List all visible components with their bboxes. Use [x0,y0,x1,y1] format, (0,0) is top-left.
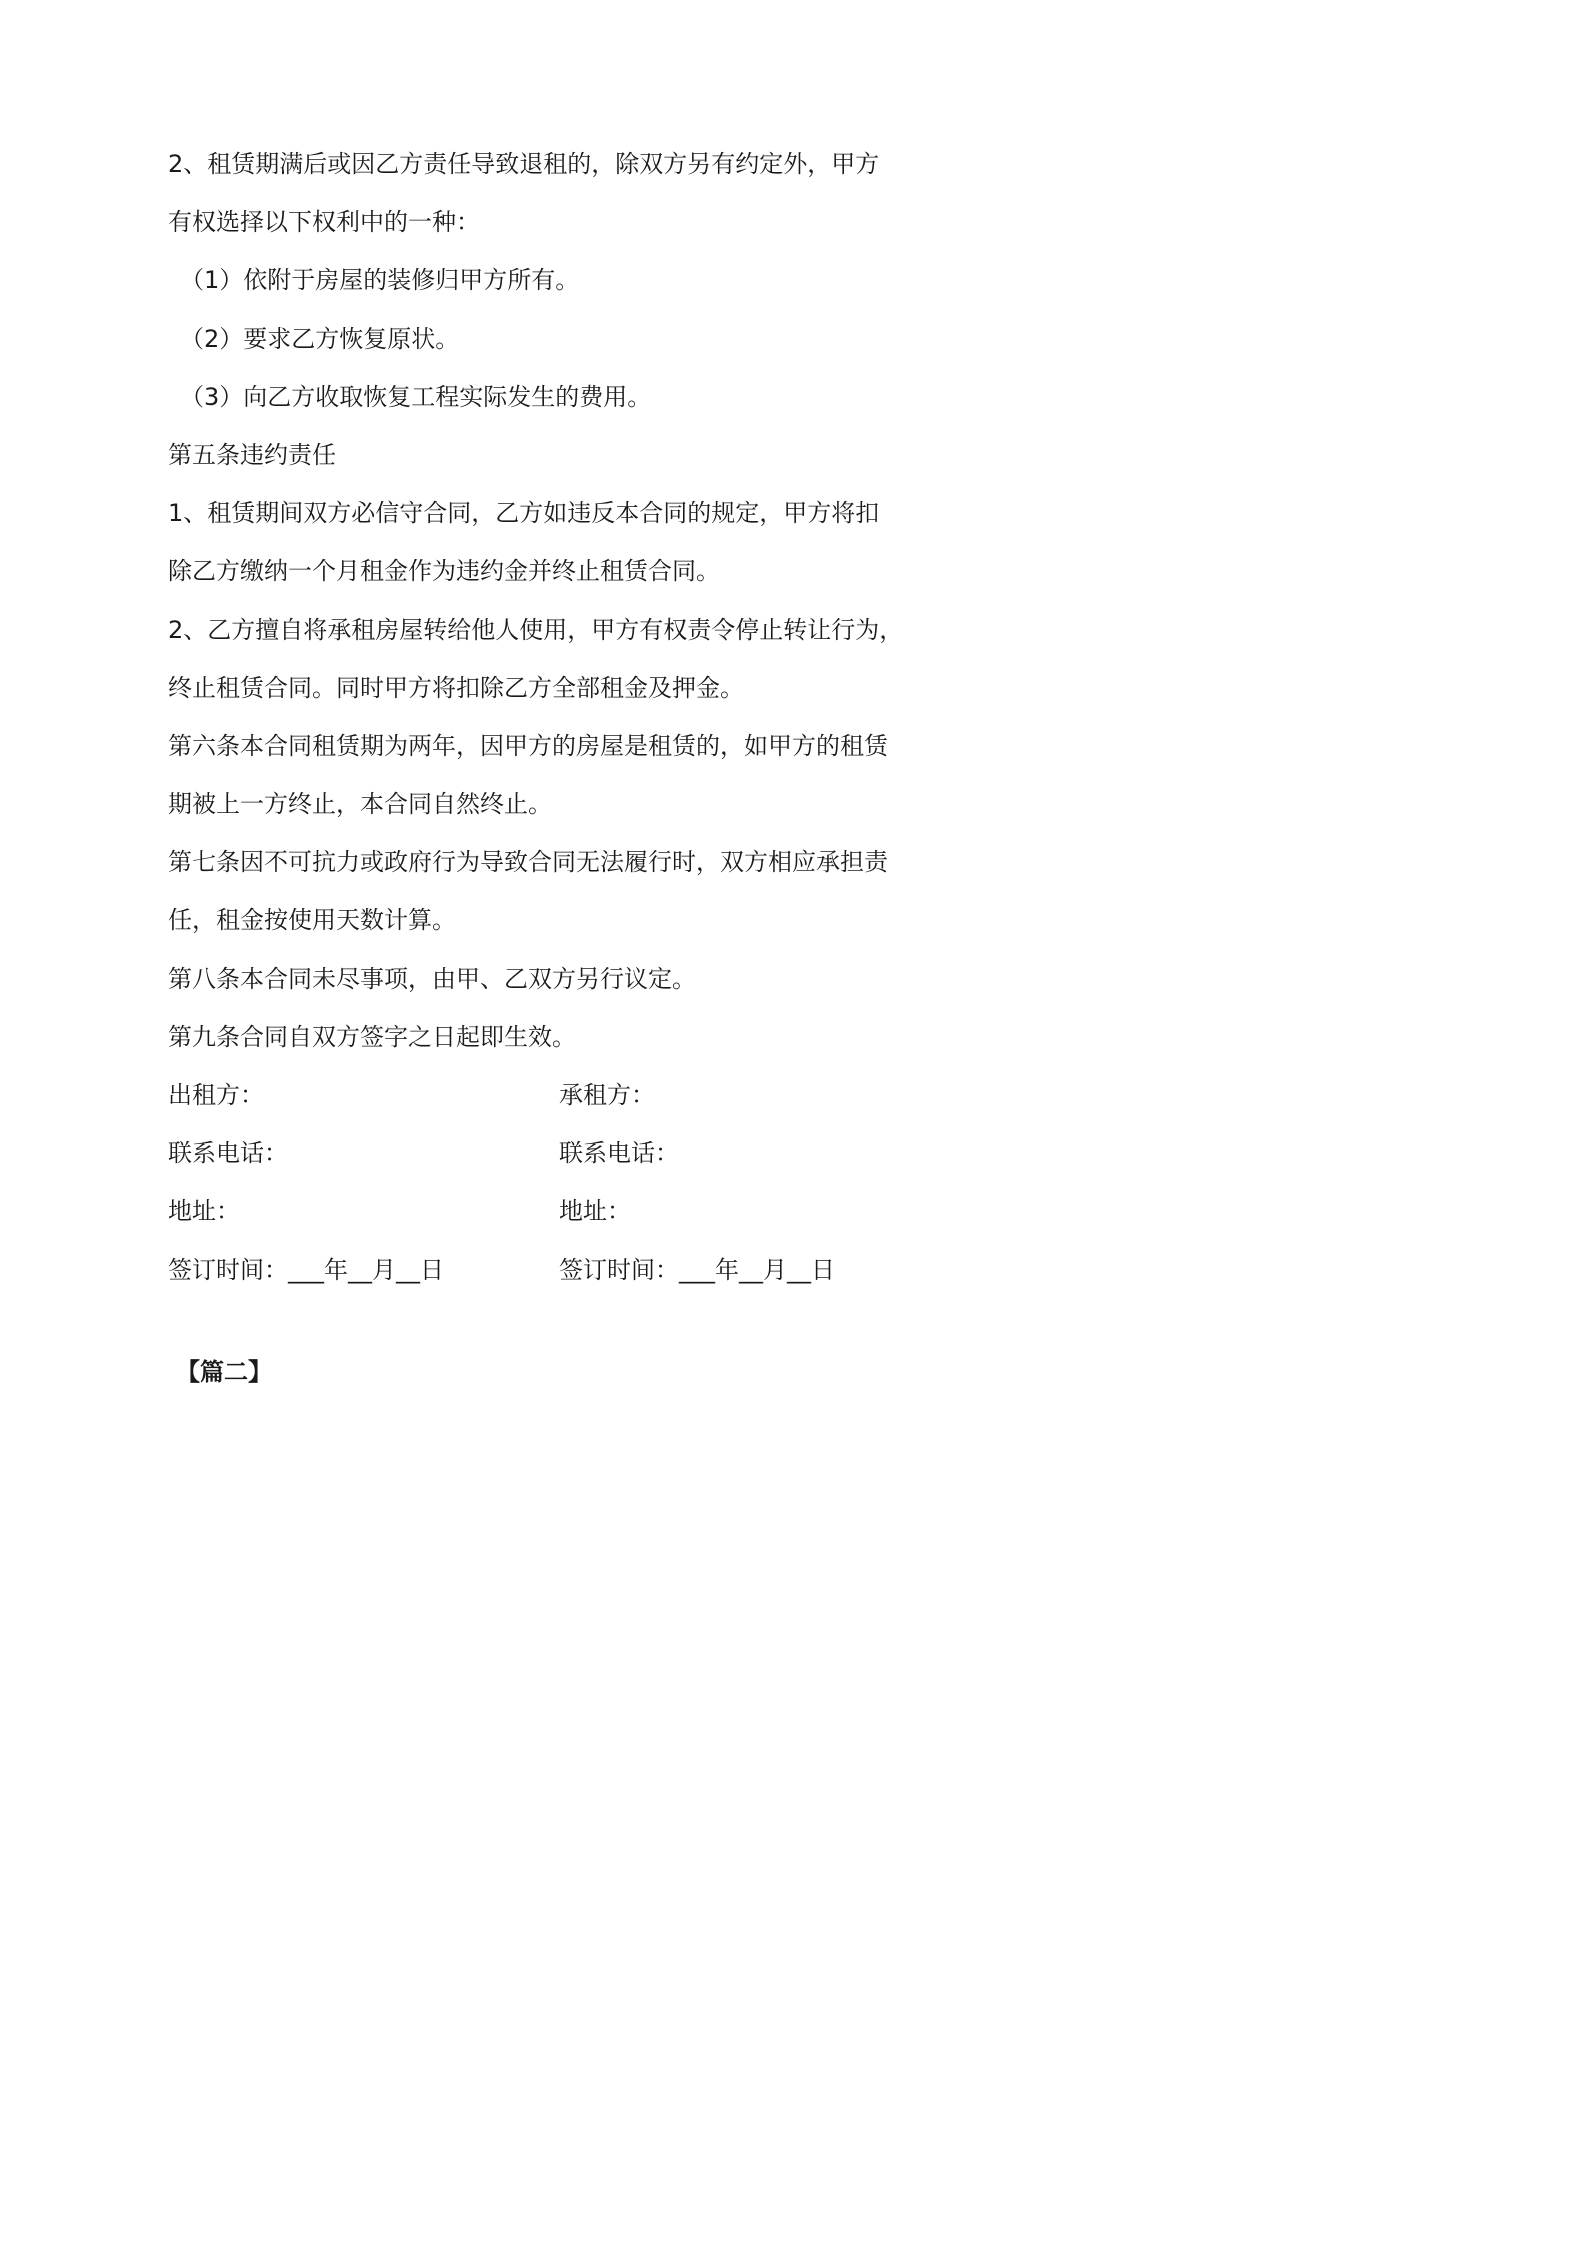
lessee-label: 承租方： [559,1081,655,1109]
signature-date-row [168,1241,968,1299]
lessee-address-label: 地址： [559,1197,631,1226]
article-7-line-1: 第七条因不可抗力或政府行为导致合同无法履行时，双方相应承担责 [168,848,888,877]
article-6-line-2: 期被上一方终止，本合同自然终止。 [168,790,552,819]
option-1: （1）依附于房屋的装修归甲方所有。 [180,266,580,295]
article-9: 第九条合同自双方签字之日起即生效。 [168,1022,576,1051]
article-5-line-4: 终止租赁合同。同时甲方将扣除乙方全部租金及押金。 [168,673,744,702]
lessor-sign-date: 签订时间：___年__月__日 [168,1255,444,1284]
signature-address-row [168,1182,968,1240]
document-page [0,0,1104,1562]
clause-4-2-line-1: 2、租赁期满后或因乙方责任导致退租的，除双方另有约定外，甲方 [168,150,880,178]
clause-4-2-line-2: 有权选择以下权利中的一种： [168,208,480,237]
lessee-phone-label: 联系电话： [559,1139,679,1168]
article-8: 第八条本合同未尽事项，由甲、乙双方另行议定。 [168,964,696,993]
section-heading-part-two: 【篇二】 [176,1358,272,1386]
contract-body [168,135,968,1299]
option-2: （2）要求乙方恢复原状。 [180,324,460,353]
article-5-line-1: 1、租赁期间双方必信守合同，乙方如违反本合同的规定，甲方将扣 [168,499,880,528]
article-5-line-2: 除乙方缴纳一个月租金作为违约金并终止租赁合同。 [168,557,720,586]
signature-party-row [168,1066,968,1124]
article-5-heading: 第五条违约责任 [168,440,336,469]
article-7-line-2: 任，租金按使用天数计算。 [168,906,456,935]
signature-phone-row [168,1124,968,1182]
option-3: （3）向乙方收取恢复工程实际发生的费用。 [180,382,652,411]
lessee-sign-date: 签订时间：___年__月__日 [559,1255,835,1284]
lessor-phone-label: 联系电话： [168,1139,288,1168]
article-6-line-1: 第六条本合同租赁期为两年，因甲方的房屋是租赁的，如甲方的租赁 [168,731,888,760]
lessor-address-label: 地址： [168,1197,240,1226]
article-5-line-3: 2、乙方擅自将承租房屋转给他人使用，甲方有权责令停止转让行为， [168,615,904,644]
lessor-label: 出租方： [168,1081,264,1109]
